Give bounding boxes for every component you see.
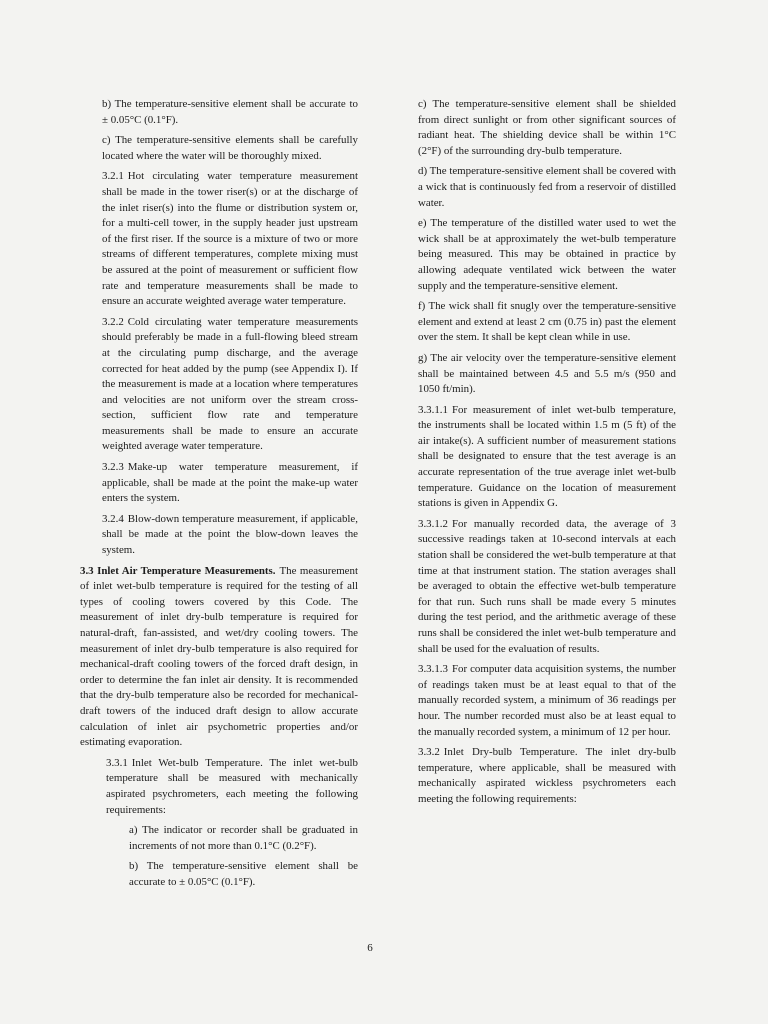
section-number: 3.2.1 [102, 170, 124, 183]
requirement-e: e) The temperature of the distilled water used to wet the wick shall be at approximately the wet-bulb temperature being measured. This may be obtained in practice by allowing adequate ventilated wick between the water supply and the temperature-sensitive element. [418, 217, 676, 292]
section-text: Inlet Wet-bulb Temperature. The inlet wet-bulb temperature shall be measured with mechanically aspirated psychrometers, each meeting the following requirements: [106, 756, 358, 816]
section-text: Cold circulating water temperature measurements should preferably be made in a full-flowing bleed stream at the circulating pump discharge, and the average corrected for heat added by the pump (see Appendix I). If the measurement is made at a location where temperatures and velocities are not uniform over the stream cross-section, sufficient flow rate and temperature measurements shall be made to ensure an accurate weighted average water temperature. [102, 315, 358, 453]
paragraph-b-accuracy: b) The temperature-sensitive element shall be accurate to ± 0.05°C (0.1°F). [102, 98, 358, 126]
right-column [418, 97, 676, 813]
section-text: Blow-down temperature measurement, if applicable, shall be made at the point the blow-down leaves the system. [102, 512, 358, 557]
section-text: Make-up water temperature measurement, if applicable, shall be made at the point the make-up water enters the system. [102, 461, 358, 505]
section-number: 3.2.2 [102, 315, 124, 328]
section-text: For measurement of inlet wet-bulb temperature, the instruments shall be located within 1.5 m (5 ft) of the air intake(s). A sufficient number of measurement stations shall be designated to ensure that the test average is an accurate representation of the true average inlet wet-bulb temperature. Guidance on the location of measurement stations is given in Appendix G. [418, 403, 676, 510]
section-3-3-1-1 [418, 403, 676, 512]
section-3-3-1-2 [418, 517, 676, 657]
page-number: 6 [367, 942, 373, 954]
section-3-2-3 [80, 460, 358, 507]
paragraph-c-location: c) The temperature-sensitive elements shall be carefully located where the water will be thoroughly mixed. [102, 134, 358, 162]
section-3-3 [80, 564, 358, 751]
section-heading: 3.3 Inlet Air Temperature Measurements. [80, 564, 276, 577]
section-3-3-2 [418, 745, 676, 807]
section-number: 3.3.1.3 [418, 663, 448, 676]
requirement-b: b) The temperature-sensitive element shall be accurate to ± 0.05°C (0.1°F). [129, 860, 358, 888]
section-text: For computer data acquisition systems, the number of readings taken must be at least equal to that of the manually recorded system, a minimum of 36 readings per hour. The number recorded must also be at least equal to the manually recorded system, a minimum of 12 per hour. [418, 663, 676, 738]
section-text: Inlet Dry-bulb Temperature. The inlet dry-bulb temperature, where applicable, shall be measured with mechanically aspirated wickless psychrometers each meeting the following requirements: [418, 746, 676, 805]
section-number: 3.2.3 [102, 461, 124, 474]
requirement-a: a) The indicator or recorder shall be graduated in increments of not more than 0.1°C (0.2°F). [129, 824, 358, 852]
section-3-2-1 [80, 169, 358, 309]
requirement-g: g) The air velocity over the temperature-sensitive element shall be maintained between 4.5 and 5.5 m/s (950 and 1050 ft/min). [418, 351, 676, 396]
section-text: The measurement of inlet wet-bulb temperature is required for the testing of all types of cooling towers covered by this Code. The measurement of inlet dry-bulb temperature is required for natural-draft, fan-assisted, and wet/dry cooling towers. The measurement of inlet dry-bulb temperature is also required for mechanical-draft cooling towers of the forced draft design, in order to determine the fan inlet air density. It is recommended that the dry-bulb temperature also be recorded for mechanical-draft towers of the induced draft design to allow accurate calculation of inlet air psychometric properties and/or estimating evaporation. [80, 564, 358, 749]
left-column [80, 97, 358, 896]
section-text: For manually recorded data, the average of 3 successive readings taken at 10-second intervals at each station shall be considered the wet-bulb temperature at that time at that instrument station. The station averages shall be averaged to obtain the effective wet-bulb temperature for that run. Such runs shall be made every 5 minutes during the test period, and the arithmetic average of these runs shall be considered the inlet wet-bulb temperature and shall be used for the evaluation of results. [418, 517, 676, 655]
section-number: 3.3.2 [418, 746, 440, 759]
section-number: 3.3.1.2 [418, 517, 448, 530]
section-3-3-1-3 [418, 662, 676, 740]
section-number: 3.2.4 [102, 512, 124, 525]
section-3-2-4 [80, 512, 358, 559]
section-3-3-1 [80, 756, 358, 818]
requirement-f: f) The wick shall fit snugly over the temperature-sensitive element and extend at least 2 cm (0.75 in) past the element over the stem. It shall be kept clean while in use. [418, 300, 676, 344]
section-text: Hot circulating water temperature measurement shall be made in the tower riser(s) or at the discharge of the inlet riser(s) into the flume or distribution system or, for a multi-cell tower, in the supply header just upstream of the first riser. If the source is a mixture of two or more streams of different temperatures, complete mixing must be assured at the point of measurement or sufficient flow rate and temperature measurements shall be made to ensure an accurate weighted average water temperature. [102, 170, 358, 308]
section-3-2-2 [80, 315, 358, 455]
requirement-c: c) The temperature-sensitive element shall be shielded from direct sunlight or from other significant sources of radiant heat. The shielding device shall be within 1°C (2°F) of the surrounding dry-bulb temperature. [418, 98, 676, 157]
section-number: 3.3.1.1 [418, 403, 448, 416]
section-number: 3.3.1 [106, 756, 128, 769]
requirement-d: d) The temperature-sensitive element shall be covered with a wick that is continuously fed from a reservoir of distilled water. [418, 165, 676, 209]
